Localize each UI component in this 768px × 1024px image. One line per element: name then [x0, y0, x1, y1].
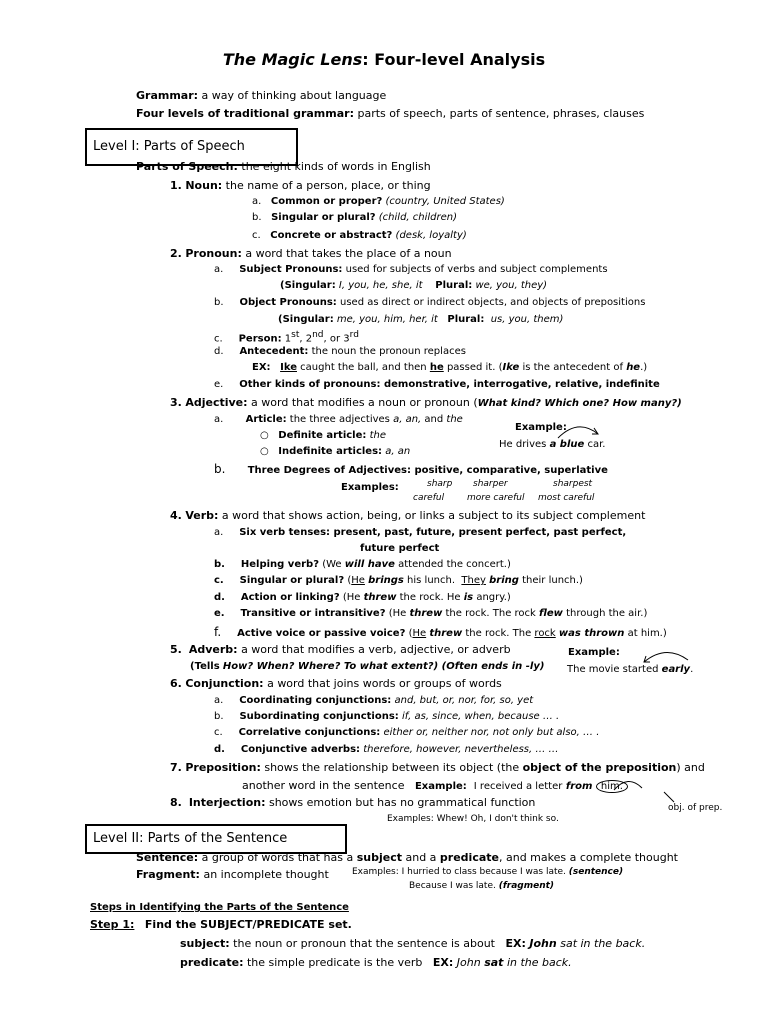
- marker: f.: [214, 625, 222, 639]
- adverb-tells: (Tells: [190, 661, 220, 672]
- subject-definition: [180, 937, 645, 951]
- pronoun-definition: a word that takes the place of a noun: [245, 247, 452, 260]
- predicate-john: John: [456, 956, 481, 969]
- step1-label: Step 1:: [90, 918, 135, 931]
- conj-label: Conjunctive adverbs:: [240, 744, 361, 755]
- ti-label: Transitive or intransitive?: [240, 608, 386, 619]
- ap-label: Active voice or passive voice?: [237, 628, 406, 639]
- predicate-text: the simple predicate is the verb: [246, 956, 423, 969]
- pos-text: the eight kinds of words in English: [241, 160, 431, 173]
- degree-more-careful: more careful: [467, 493, 525, 503]
- article-text: the three adjectives: [289, 414, 390, 425]
- indefinite-articles: [260, 445, 410, 459]
- adjective-number: 3.: [170, 396, 182, 409]
- sup-nd: nd: [312, 330, 324, 340]
- parts-of-speech-definition: [136, 160, 431, 174]
- al-threw: threw: [363, 592, 397, 603]
- ex-end: passed it. (: [446, 362, 503, 373]
- adjective-label: Adjective:: [185, 396, 248, 409]
- grammar-definition: [136, 89, 386, 103]
- ap-1: (: [408, 628, 413, 639]
- pos-label: Parts of Speech:: [136, 160, 238, 173]
- preposition-number: 7.: [170, 761, 182, 774]
- conj-examples: if, as, since, when, because … .: [402, 711, 560, 722]
- pronoun-entry: [170, 247, 452, 261]
- marker: d.: [214, 592, 225, 603]
- conjunction-item-c: [214, 726, 599, 740]
- question: Concrete or abstract?: [270, 230, 393, 241]
- title-main: The Magic Lens: [222, 50, 363, 69]
- preposition-label: Preposition:: [185, 761, 261, 774]
- adverb-example-adv: early: [661, 664, 691, 675]
- antecedent-text: the noun the pronoun replaces: [311, 346, 466, 357]
- level2-heading-box: [85, 824, 347, 854]
- al-is: is: [463, 592, 474, 603]
- bullet-icon: ○: [260, 430, 269, 441]
- marker: c.: [214, 575, 224, 586]
- noun-label: Noun:: [185, 179, 223, 192]
- degrees-examples-label: Examples:: [341, 482, 399, 493]
- marker: b.: [252, 212, 262, 223]
- plural-label: Plural:: [435, 280, 473, 291]
- noun-item-b: [252, 211, 457, 225]
- definite-article: [260, 429, 386, 443]
- ex-close: .): [640, 362, 648, 373]
- marker: e.: [214, 608, 225, 619]
- plural-label: Plural:: [447, 314, 485, 325]
- helping-verb-ex: will have: [344, 559, 395, 570]
- sentence-predicate: predicate: [439, 851, 499, 864]
- sentence-label: Sentence:: [136, 851, 199, 864]
- sp-brings: brings: [368, 575, 404, 586]
- preposition-object: object of the preposition: [522, 761, 677, 774]
- title-rest: : Four-level Analysis: [362, 50, 546, 69]
- degree-careful: careful: [413, 493, 445, 503]
- indefinite-value: a, an: [385, 446, 411, 457]
- adverb-example-pre: The movie started: [567, 664, 659, 675]
- adverb-label: Adverb:: [188, 643, 238, 656]
- predicate-definition: [180, 956, 572, 970]
- ex-he: he: [429, 362, 444, 373]
- subject-ex-label: EX:: [505, 937, 526, 950]
- ap-threw: threw: [429, 628, 463, 639]
- preposition-def1b: ) and: [676, 761, 705, 774]
- al-3: angry.): [476, 592, 511, 603]
- conj-label: Subordinating conjunctions:: [239, 711, 399, 722]
- adj-example-label: Example:: [515, 422, 567, 433]
- sp-he: He: [351, 575, 365, 586]
- sp-2: his lunch.: [407, 575, 456, 586]
- adverb-q: How? When? Where? To what extent?) (Often ends in -ly): [222, 661, 545, 672]
- sup-rd: rd: [349, 330, 359, 340]
- marker: b.: [214, 297, 224, 308]
- adjective-entry: [170, 396, 682, 411]
- ap-3: at him.): [627, 628, 667, 639]
- sentence-subject: subject: [356, 851, 402, 864]
- question: Common or proper?: [270, 196, 383, 207]
- step1-text: Find the SUBJECT/PREDICATE set.: [144, 918, 352, 931]
- sentence-post: , and makes a complete thought: [499, 851, 678, 864]
- page-title: [0, 50, 768, 69]
- sentence-example: [352, 865, 623, 879]
- verb-label: Verb:: [185, 509, 219, 522]
- fragment-definition: [136, 868, 329, 882]
- marker: a.: [214, 264, 224, 275]
- al-2: the rock. He: [399, 592, 461, 603]
- conjunction-item-a: [214, 694, 533, 708]
- person-item: [214, 328, 359, 346]
- note-pointer: [660, 790, 680, 804]
- sentence-and: and a: [405, 851, 437, 864]
- ex-ike2: Ike: [502, 362, 520, 373]
- al-1: (He: [342, 592, 361, 603]
- marker: c.: [214, 333, 223, 345]
- predicate-rest: in the back.: [506, 956, 572, 969]
- preposition-def1: shows the relationship between its object (the: [264, 761, 520, 774]
- conj-examples: therefore, however, nevertheless, … …: [363, 744, 559, 755]
- degree-sharper: sharper: [473, 479, 508, 489]
- level1-heading: Level I: Parts of Speech: [93, 139, 245, 154]
- article-and: and: [424, 414, 444, 425]
- ti-1: (He: [388, 608, 407, 619]
- adjective-questions: What kind? Which one? How many?): [477, 398, 682, 409]
- sp-bring: bring: [489, 575, 519, 586]
- adverb-number: 5.: [170, 643, 182, 656]
- singular-list: me, you, him, her, it: [336, 314, 438, 325]
- four-levels-definition: [136, 107, 644, 121]
- marker: b.: [214, 559, 225, 570]
- example: (child, children): [378, 212, 458, 223]
- prep-example-pre: I received a letter: [473, 781, 563, 792]
- transitive-intransitive: [214, 607, 647, 621]
- predicate-ex-label: EX:: [432, 956, 454, 969]
- other-pronouns-item: [214, 378, 660, 392]
- conjunction-entry: [170, 677, 502, 691]
- marker: b.: [214, 462, 226, 476]
- object-pronouns: [214, 296, 645, 310]
- sentence-pre: a group of words that has a: [201, 851, 354, 864]
- singular-label: (Singular:: [278, 314, 334, 325]
- noun-number: 1.: [170, 179, 182, 192]
- prep-example-him: him.: [596, 780, 628, 793]
- subject-pronouns: [214, 263, 608, 277]
- object-pronouns-text: used as direct or indirect objects, and objects of prepositions: [340, 297, 646, 308]
- other-pronouns-label: Other kinds of pronouns: demonstrative, interrogative, relative, indefinite: [239, 379, 660, 390]
- degree-sharp: sharp: [427, 479, 453, 489]
- marker: c.: [214, 727, 223, 738]
- verb-number: 4.: [170, 509, 182, 522]
- object-pronouns-label: Object Pronouns:: [239, 297, 337, 308]
- fragment-example-tag: (fragment): [498, 881, 555, 891]
- verb-tenses-cont: future perfect: [360, 543, 440, 554]
- preposition-line2: [242, 779, 628, 794]
- interjection-label: Interjection:: [188, 796, 266, 809]
- marker: e.: [214, 379, 224, 390]
- article-the: the: [446, 414, 463, 425]
- verb-tenses-text: Six verb tenses: present, past, future, present perfect, past perfect,: [239, 527, 627, 538]
- fragment-example-text: Because I was late.: [409, 881, 496, 891]
- interjection-entry: [170, 796, 535, 810]
- sup-st: st: [291, 330, 300, 340]
- degrees-item: [214, 462, 608, 478]
- marker: b.: [214, 711, 224, 722]
- levels-label: Four levels of traditional grammar:: [136, 107, 354, 120]
- adverb-definition: a word that modifies a verb, adjective, or adverb: [241, 643, 511, 656]
- adj-example-pre: He drives: [499, 439, 547, 450]
- step1: [90, 918, 352, 932]
- helping-verb: [214, 558, 511, 572]
- interjection-number: 8.: [170, 796, 182, 809]
- ti-2: the rock. The rock: [445, 608, 536, 619]
- subject-pronouns-label: Subject Pronouns:: [239, 264, 343, 275]
- subject-john: John: [529, 937, 557, 950]
- bullet-icon: ○: [260, 446, 269, 457]
- adverb-questions: [190, 660, 544, 674]
- grammar-label: Grammar:: [136, 89, 199, 102]
- antecedent-label: Antecedent:: [239, 346, 309, 357]
- grammar-text: a way of thinking about language: [201, 89, 387, 102]
- conj-examples: and, but, or, nor, for, so, yet: [394, 695, 534, 706]
- person-2: , 2: [299, 333, 313, 345]
- fragment-example: [409, 879, 554, 893]
- subject-text: the noun or pronoun that the sentence is about: [233, 937, 495, 950]
- marker: d.: [214, 346, 224, 357]
- conj-label: Coordinating conjunctions:: [239, 695, 392, 706]
- ti-threw: threw: [409, 608, 443, 619]
- singular-label: (Singular:: [280, 280, 336, 291]
- ex-mid: caught the ball, and then: [300, 362, 427, 373]
- adj-example-adj: a blue: [549, 439, 585, 450]
- interjection-definition: shows emotion but has no grammatical function: [268, 796, 536, 809]
- conjunction-item-d: [214, 743, 559, 757]
- ap-2: the rock. The: [465, 628, 532, 639]
- predicate-sat: sat: [484, 956, 504, 969]
- conj-examples: either or, neither nor, not only but also, … .: [383, 727, 600, 738]
- verb-definition: a word that shows action, being, or links a subject to its subject complement: [221, 509, 646, 522]
- preposition-entry: [170, 761, 705, 775]
- verb-entry: [170, 509, 645, 523]
- noun-item-c: [252, 229, 467, 243]
- plural-list: us, you, them): [490, 314, 564, 325]
- marker: a.: [214, 695, 224, 706]
- sp-1: (: [347, 575, 352, 586]
- article-list: a, an,: [393, 414, 422, 425]
- degrees-label: Three Degrees of Adjectives: positive, comparative, superlative: [247, 465, 608, 476]
- degree-sharpest: sharpest: [553, 479, 593, 489]
- article-item: [214, 413, 463, 427]
- antecedent-item: [214, 345, 466, 359]
- indefinite-label: Indefinite articles:: [278, 446, 383, 457]
- adjective-definition: a word that modifies a noun or pronoun (: [251, 396, 478, 409]
- subject-label: subject:: [180, 937, 230, 950]
- article-label: Article:: [245, 414, 287, 425]
- subject-pronouns-text: used for subjects of verbs and subject complements: [345, 264, 608, 275]
- conj-label: Correlative conjunctions:: [238, 727, 381, 738]
- question: Singular or plural?: [271, 212, 376, 223]
- ap-rock: rock: [534, 628, 556, 639]
- adverb-example-label: Example:: [568, 647, 620, 658]
- ex-is: is the antecedent of: [522, 362, 623, 373]
- singular-plural-verb: [214, 574, 583, 588]
- adverb-arrow: [640, 648, 700, 670]
- conjunction-item-b: [214, 710, 559, 724]
- antecedent-example: [252, 361, 647, 375]
- singular-list: I, you, he, she, it: [338, 280, 423, 291]
- conjunction-number: 6.: [170, 677, 182, 690]
- fragment-text: an incomplete thought: [203, 868, 329, 881]
- adj-example-post: car.: [587, 439, 606, 450]
- preposition-def2: another word in the sentence: [242, 779, 405, 792]
- subject-pronouns-list: [280, 279, 547, 293]
- verb-tenses: [214, 526, 626, 540]
- person-3: , or 3: [323, 333, 350, 345]
- obj-of-prep-note: obj. of prep.: [668, 803, 723, 813]
- ap-he: He: [412, 628, 427, 639]
- ex-ike: Ike: [280, 362, 297, 373]
- fragment-label: Fragment:: [136, 868, 200, 881]
- object-pronouns-list: [278, 313, 563, 327]
- adjective-arrow: [550, 420, 610, 442]
- person-1: 1: [284, 333, 292, 345]
- conjunction-definition: a word that joins words or groups of words: [267, 677, 502, 690]
- noun-definition: the name of a person, place, or thing: [225, 179, 431, 192]
- prep-example-label: Example:: [414, 781, 467, 792]
- sentence-example-tag: (sentence): [568, 867, 624, 877]
- sp-they: They: [461, 575, 486, 586]
- noun-entry: [170, 179, 431, 193]
- interjection-examples: Examples: Whew! Oh, I don't think so.: [387, 814, 559, 824]
- marker: a.: [252, 196, 262, 207]
- ex-he2: he: [626, 362, 641, 373]
- example: (country, United States): [385, 196, 505, 207]
- marker: a.: [214, 527, 224, 538]
- helping-label: Helping verb?: [240, 559, 319, 570]
- marker: a.: [214, 414, 224, 425]
- example: (desk, loyalty): [395, 230, 467, 241]
- ti-3: through the air.): [566, 608, 648, 619]
- conjunction-label: Conjunction:: [185, 677, 264, 690]
- steps-heading: Steps in Identifying the Parts of the Sentence: [90, 902, 349, 913]
- definite-value: the: [369, 430, 387, 441]
- sp-3: their lunch.): [522, 575, 583, 586]
- preposition-arrow: [610, 780, 650, 800]
- plural-list: we, you, they): [475, 280, 548, 291]
- definite-label: Definite article:: [278, 430, 367, 441]
- helping-post: attended the concert.): [398, 559, 511, 570]
- subject-rest: sat in the back.: [560, 937, 646, 950]
- pronoun-label: Pronoun:: [185, 247, 242, 260]
- noun-item-a: [252, 195, 505, 209]
- prep-example-from: from: [565, 781, 593, 792]
- person-label: Person:: [238, 333, 282, 345]
- al-label: Action or linking?: [240, 592, 340, 603]
- marker: c.: [252, 230, 261, 241]
- sp-label: Singular or plural?: [239, 575, 345, 586]
- helping-pre: (We: [322, 559, 342, 570]
- active-passive: [214, 625, 667, 641]
- marker: d.: [214, 744, 225, 755]
- sentence-definition: [136, 851, 678, 865]
- level2-heading: Level II: Parts of the Sentence: [93, 831, 288, 846]
- predicate-label: predicate:: [180, 956, 244, 969]
- adverb-entry: [170, 643, 511, 657]
- action-linking: [214, 591, 511, 605]
- ti-flew: flew: [539, 608, 563, 619]
- ap-was-thrown: was thrown: [558, 628, 625, 639]
- sentence-example-text: Examples: I hurried to class because I was late.: [352, 867, 566, 877]
- pronoun-number: 2.: [170, 247, 182, 260]
- degree-most-careful: most careful: [538, 493, 595, 503]
- ex-label: EX:: [252, 362, 271, 373]
- levels-text: parts of speech, parts of sentence, phrases, clauses: [357, 107, 645, 120]
- adverb-example-dot: .: [690, 664, 694, 675]
